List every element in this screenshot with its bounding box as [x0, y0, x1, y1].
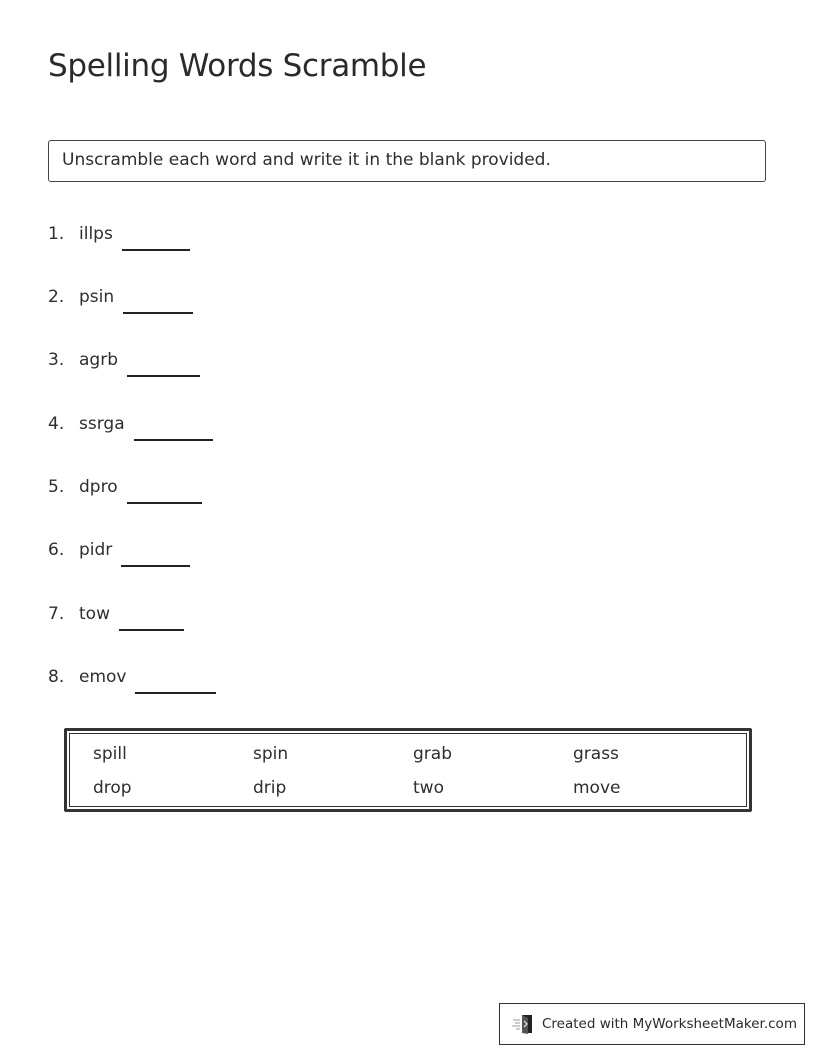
word-bank-item: spill	[93, 744, 127, 764]
footer-text: Created with MyWorksheetMaker.com	[542, 1016, 797, 1032]
scrambled-word: tow	[79, 604, 110, 624]
word-bank	[64, 728, 752, 812]
word-bank-item: grab	[413, 744, 452, 764]
word-bank-item: spin	[253, 744, 289, 764]
question-number: 8.	[48, 667, 65, 687]
word-bank-item: grass	[573, 744, 619, 764]
scrambled-word: pidr	[79, 540, 113, 560]
answer-blank[interactable]	[127, 355, 200, 377]
question-item	[48, 477, 202, 507]
question-item	[48, 224, 190, 254]
question-item	[48, 414, 213, 444]
worksheet-maker-logo-icon	[512, 1013, 536, 1035]
scrambled-word: illps	[79, 224, 113, 244]
word-bank-inner	[69, 733, 747, 807]
question-item	[48, 540, 190, 570]
page-title: Spelling Words Scramble	[48, 48, 427, 84]
word-bank-item: drop	[93, 778, 132, 798]
scrambled-word: emov	[79, 667, 127, 687]
question-number: 2.	[48, 287, 65, 307]
question-number: 7.	[48, 604, 65, 624]
answer-blank[interactable]	[119, 609, 184, 631]
instructions-box	[48, 140, 766, 182]
word-bank-item: move	[573, 778, 621, 798]
answer-blank[interactable]	[122, 229, 190, 251]
scrambled-word: agrb	[79, 350, 118, 370]
question-number: 1.	[48, 224, 65, 244]
answer-blank[interactable]	[127, 482, 202, 504]
question-number: 6.	[48, 540, 65, 560]
word-bank-item: two	[413, 778, 444, 798]
question-item	[48, 604, 184, 634]
answer-blank[interactable]	[121, 545, 190, 567]
instructions-text: Unscramble each word and write it in the blank provided.	[62, 150, 551, 170]
question-item	[48, 350, 200, 380]
question-number: 5.	[48, 477, 65, 497]
scrambled-word: ssrga	[79, 414, 125, 434]
scrambled-word: dpro	[79, 477, 118, 497]
question-item	[48, 287, 193, 317]
answer-blank[interactable]	[134, 419, 213, 441]
question-number: 3.	[48, 350, 65, 370]
word-bank-item: drip	[253, 778, 287, 798]
answer-blank[interactable]	[123, 292, 193, 314]
question-item	[48, 667, 216, 697]
footer-badge[interactable]	[499, 1003, 805, 1045]
question-number: 4.	[48, 414, 65, 434]
answer-blank[interactable]	[135, 672, 216, 694]
scrambled-word: psin	[79, 287, 115, 307]
